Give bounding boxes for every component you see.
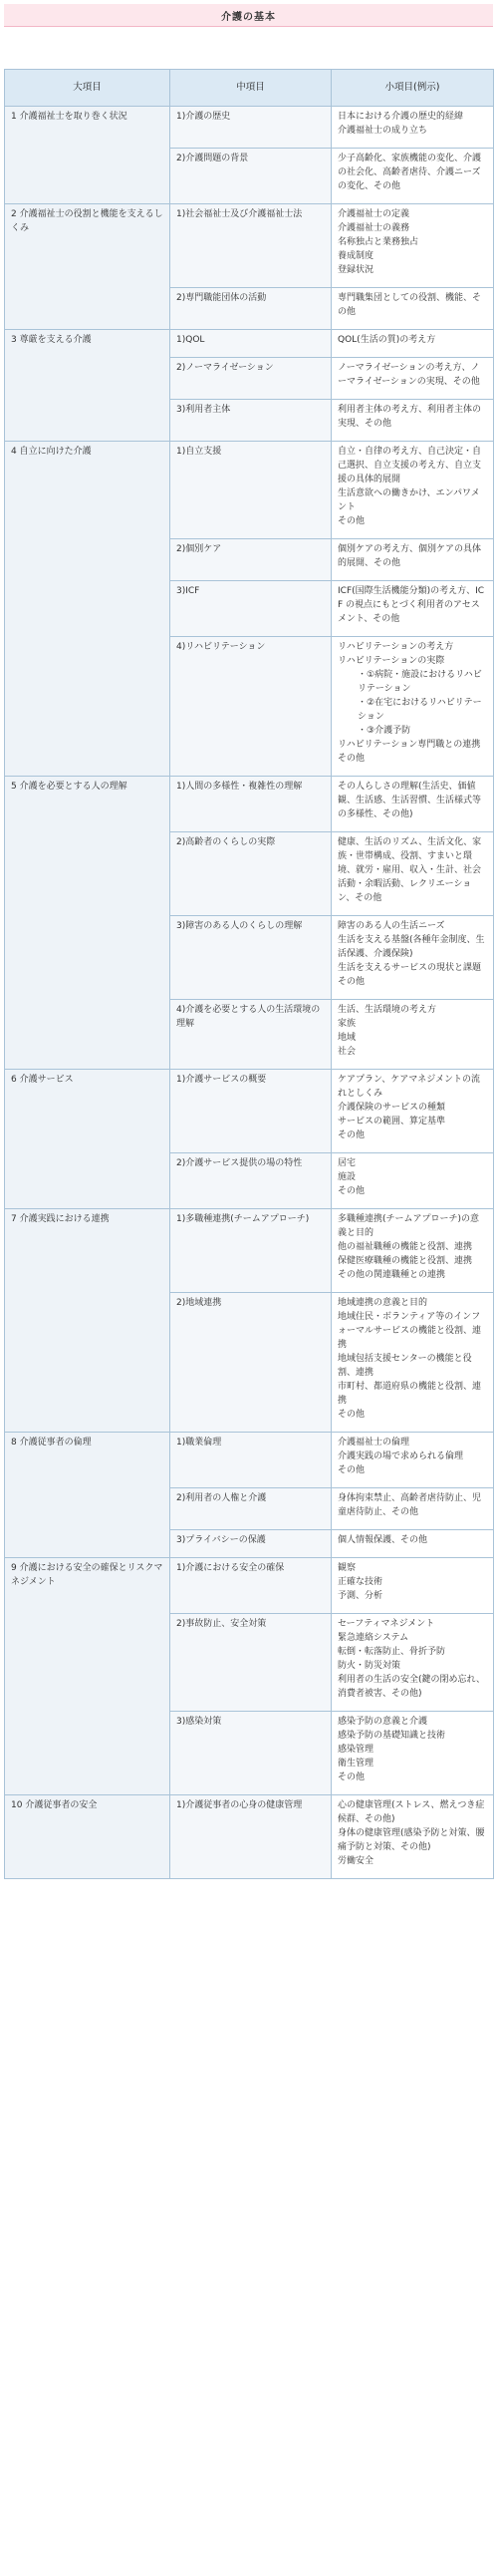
small-item-line: その他 (338, 1465, 366, 1475)
mid-item: 1)自立支援 (170, 442, 332, 539)
small-items (332, 832, 494, 916)
table-row (5, 107, 494, 149)
small-items (332, 1293, 494, 1433)
small-item-line: 生活を支えるサービスの現状と課題 (338, 963, 482, 973)
small-items (332, 330, 494, 358)
small-item-line: ・③介護予防 (358, 726, 411, 736)
small-item-line: ・②在宅におけるリハビリテーション (358, 698, 482, 722)
small-item-line: リハビリテーション専門職との連携 (338, 740, 481, 750)
small-item-line: 介護福祉士の定義 (338, 209, 410, 219)
small-item-line: ICF(国際生活機能分類)の考え方、ICF の視点にもとづく利用者のアセスメント、その他 (338, 586, 485, 624)
small-item-line: その他 (338, 1186, 366, 1196)
mid-item: 3)ICF (170, 581, 332, 637)
mid-item: 2)個別ケア (170, 539, 332, 581)
small-item-line: 感染予防の基礎知識と技術 (338, 1731, 446, 1741)
small-item-line: その他 (338, 977, 366, 987)
small-item-line: 専門職集団としての役割、機能、その他 (338, 293, 482, 317)
small-items (332, 916, 494, 1000)
table-row (5, 1433, 494, 1488)
small-item-line: 登録状況 (338, 265, 374, 275)
small-items (332, 1000, 494, 1070)
small-item-line: その他 (338, 1130, 366, 1140)
table-body (5, 107, 494, 1879)
small-item-line: その他 (338, 1772, 366, 1782)
spacer (4, 27, 493, 69)
small-item-line: 他の福祉職種の機能と役割、連携 (338, 1242, 473, 1252)
small-item-line: 市町村、都道府県の機能と役割、連携 (338, 1382, 482, 1406)
small-item-line: 個別ケアの考え方、個別ケアの具体的展開、その他 (338, 544, 482, 568)
small-item-line: 健康、生活のリズム、生活文化、家族・世帯構成、役割、すまいと環境、就労・雇用、収入・生計、社会活動・余暇活動、レクリエーション、その他 (338, 837, 482, 903)
small-item-line: QOL(生活の質)の考え方 (338, 335, 436, 345)
curriculum-table (4, 69, 494, 1879)
small-item-line: 介護福祉士の倫理 (338, 1438, 410, 1448)
small-items (332, 1614, 494, 1712)
small-item-line: 感染管理 (338, 1745, 374, 1755)
small-items (332, 637, 494, 777)
small-items (332, 1558, 494, 1614)
mid-item: 1)介護の歴史 (170, 107, 332, 149)
small-item-line: ケアプラン、ケアマネジメントの流れとしくみ (338, 1075, 481, 1099)
small-item-line: 緊急連絡システム (338, 1633, 409, 1643)
mid-item: 3)障害のある人のくらしの理解 (170, 916, 332, 1000)
small-item-line: その人らしさの理解(生活史、価値観、生活感、生活習慣、生活様式等の多様性、その他) (338, 782, 482, 819)
small-item-line: その他 (338, 1410, 366, 1420)
table-row (5, 1558, 494, 1614)
table-row (5, 1070, 494, 1153)
small-item-line: 地域住民・ボランティア等のインフォーマルサービスの機能と役割、連携 (338, 1312, 482, 1350)
mid-item: 1)QOL (170, 330, 332, 358)
small-item-line: 地域連携の意義と目的 (338, 1298, 428, 1308)
small-items (332, 204, 494, 288)
small-item-line: その他 (338, 754, 366, 764)
small-item-line: 労働安全 (338, 1856, 374, 1866)
small-item-line: リハビリテーションの実際 (338, 656, 445, 666)
small-item-line: 居宅 (338, 1158, 357, 1168)
small-item-line: 養成制度 (338, 251, 374, 261)
mid-item: 2)地域連携 (170, 1293, 332, 1433)
small-item-line: 地域包括支援センターの機能と役割、連携 (338, 1354, 472, 1378)
small-item-line: 生活を支える基盤(各種年金制度、生活保護、介護保険) (338, 935, 485, 959)
mid-item: 2)専門職能団体の活動 (170, 288, 332, 330)
mid-item: 2)ノーマライゼーション (170, 358, 332, 400)
small-item-line: 介護福祉士の成り立ち (338, 126, 428, 136)
major-item: 5 介護を必要とする人の理解 (5, 777, 170, 1070)
mid-item: 2)事故防止、安全対策 (170, 1614, 332, 1712)
table-row (5, 330, 494, 358)
mid-item: 1)職業倫理 (170, 1433, 332, 1488)
small-item-line: 介護保険のサービスの種類 (338, 1103, 446, 1113)
header-small: 小項目(例示) (332, 70, 494, 107)
mid-item: 2)介護問題の背景 (170, 149, 332, 204)
small-items (332, 539, 494, 581)
mid-item: 1)人間の多様性・複雑性の理解 (170, 777, 332, 832)
major-item: 8 介護従事者の倫理 (5, 1433, 170, 1558)
header-mid: 中項目 (170, 70, 332, 107)
small-item-line: 防火・防災対策 (338, 1661, 401, 1671)
major-item: 1 介護福祉士を取り巻く状況 (5, 107, 170, 204)
mid-item: 1)多職種連携(チームアプローチ) (170, 1209, 332, 1293)
table-row (5, 442, 494, 539)
small-items (332, 107, 494, 149)
small-item-line: 観察 (338, 1563, 357, 1573)
small-item-line: 身体拘束禁止、高齢者虐待防止、児童虐待防止、その他 (338, 1493, 482, 1517)
table-row (5, 1209, 494, 1293)
small-items (332, 1488, 494, 1530)
small-item-line: 利用者主体の考え方、利用者主体の実現、その他 (338, 405, 482, 429)
small-items (332, 358, 494, 400)
small-item-line: 介護福祉士の義務 (338, 223, 410, 233)
small-item-line: 保健医療職種の機能と役割、連携 (338, 1256, 473, 1266)
small-item-line: 社会 (338, 1047, 357, 1057)
major-item: 4 自立に向けた介護 (5, 442, 170, 777)
major-item: 3 尊厳を支える介護 (5, 330, 170, 442)
major-item: 2 介護福祉士の役割と機能を支えるしくみ (5, 204, 170, 330)
small-item-line: 転倒・転落防止、骨折予防 (338, 1647, 446, 1657)
small-items (332, 1712, 494, 1795)
mid-item: 1)社会福祉士及び介護福祉士法 (170, 204, 332, 288)
mid-item: 3)プライバシーの保護 (170, 1530, 332, 1558)
small-items (332, 777, 494, 832)
small-item-line: 地域 (338, 1033, 357, 1043)
small-items (332, 1795, 494, 1879)
small-items (332, 149, 494, 204)
small-item-line: 個人情報保護、その他 (338, 1535, 428, 1545)
mid-item: 3)感染対策 (170, 1712, 332, 1795)
small-item-line: その他の関連職種との連携 (338, 1270, 446, 1280)
small-item-line: 施設 (338, 1172, 357, 1182)
small-item-line: その他 (338, 516, 366, 526)
small-item-line: 正確な技術 (338, 1577, 383, 1587)
small-item-line: ノーマライゼーションの考え方、ノーマライゼーションの実現、その他 (338, 363, 480, 387)
small-item-line: 身体の健康管理(感染予防と対策、腰痛予防と対策、その他) (338, 1828, 485, 1852)
small-items (332, 400, 494, 442)
small-item-line: ・①病院・施設におけるリハビリテーション (358, 670, 482, 694)
small-item-line: 日本における介護の歴史的経緯 (338, 112, 464, 122)
small-item-line: セーフティマネジメント (338, 1619, 435, 1629)
mid-item: 2)高齢者のくらしの実際 (170, 832, 332, 916)
small-item-line: 心の健康管理(ストレス、燃えつき症候群、その他) (338, 1800, 485, 1824)
small-item-line: 自立・自律の考え方、自己決定・自己選択、自立支援の考え方、自立支援の具体的展開 (338, 447, 482, 484)
small-items (332, 1530, 494, 1558)
small-item-line: 予測、分析 (338, 1591, 383, 1601)
mid-item: 2)介護サービス提供の場の特性 (170, 1153, 332, 1209)
small-items (332, 288, 494, 330)
mid-item: 1)介護従事者の心身の健康管理 (170, 1795, 332, 1879)
small-item-line: 家族 (338, 1019, 357, 1029)
mid-item: 3)利用者主体 (170, 400, 332, 442)
table-row (5, 1795, 494, 1879)
page-title: 介護の基本 (4, 4, 493, 27)
mid-item: 2)利用者の人権と介護 (170, 1488, 332, 1530)
small-item-line: リハビリテーションの考え方 (338, 642, 454, 652)
small-items (332, 1070, 494, 1153)
small-item-line: 利用者の生活の安全(鍵の閉め忘れ、消費者被害、その他) (338, 1675, 486, 1699)
small-item-line: 生活、生活環境の考え方 (338, 1005, 437, 1015)
small-items (332, 1153, 494, 1209)
small-items (332, 1209, 494, 1293)
small-item-line: 生活意欲への働きかけ、エンパワメント (338, 488, 480, 512)
small-item-line: 名称独占と業務独占 (338, 237, 419, 247)
mid-item: 1)介護サービスの概要 (170, 1070, 332, 1153)
small-item-line: 多職種連携(チームアプローチ)の意義と目的 (338, 1214, 480, 1238)
table-header (5, 70, 494, 107)
table-row (5, 777, 494, 832)
header-row (5, 70, 494, 107)
small-items (332, 1433, 494, 1488)
mid-item: 1)介護における安全の確保 (170, 1558, 332, 1614)
major-item: 6 介護サービス (5, 1070, 170, 1209)
mid-item: 4)介護を必要とする人の生活環境の理解 (170, 1000, 332, 1070)
major-item: 7 介護実践における連携 (5, 1209, 170, 1433)
small-item-line: 介護実践の場で求められる倫理 (338, 1451, 464, 1461)
table-row (5, 204, 494, 288)
small-items (332, 442, 494, 539)
small-item-line: 感染予防の意義と介護 (338, 1717, 428, 1727)
small-item-line: サービスの範囲、算定基準 (338, 1117, 446, 1127)
header-major: 大項目 (5, 70, 170, 107)
small-item-line: 衛生管理 (338, 1759, 374, 1769)
major-item: 9 介護における安全の確保とリスクマネジメント (5, 1558, 170, 1795)
mid-item: 4)リハビリテーション (170, 637, 332, 777)
major-item: 10 介護従事者の安全 (5, 1795, 170, 1879)
small-items (332, 581, 494, 637)
small-item-line: 少子高齢化、家族機能の変化、介護の社会化、高齢者虐待、介護ニーズの変化、その他 (338, 154, 482, 191)
small-item-line: 障害のある人の生活ニーズ (338, 921, 445, 931)
